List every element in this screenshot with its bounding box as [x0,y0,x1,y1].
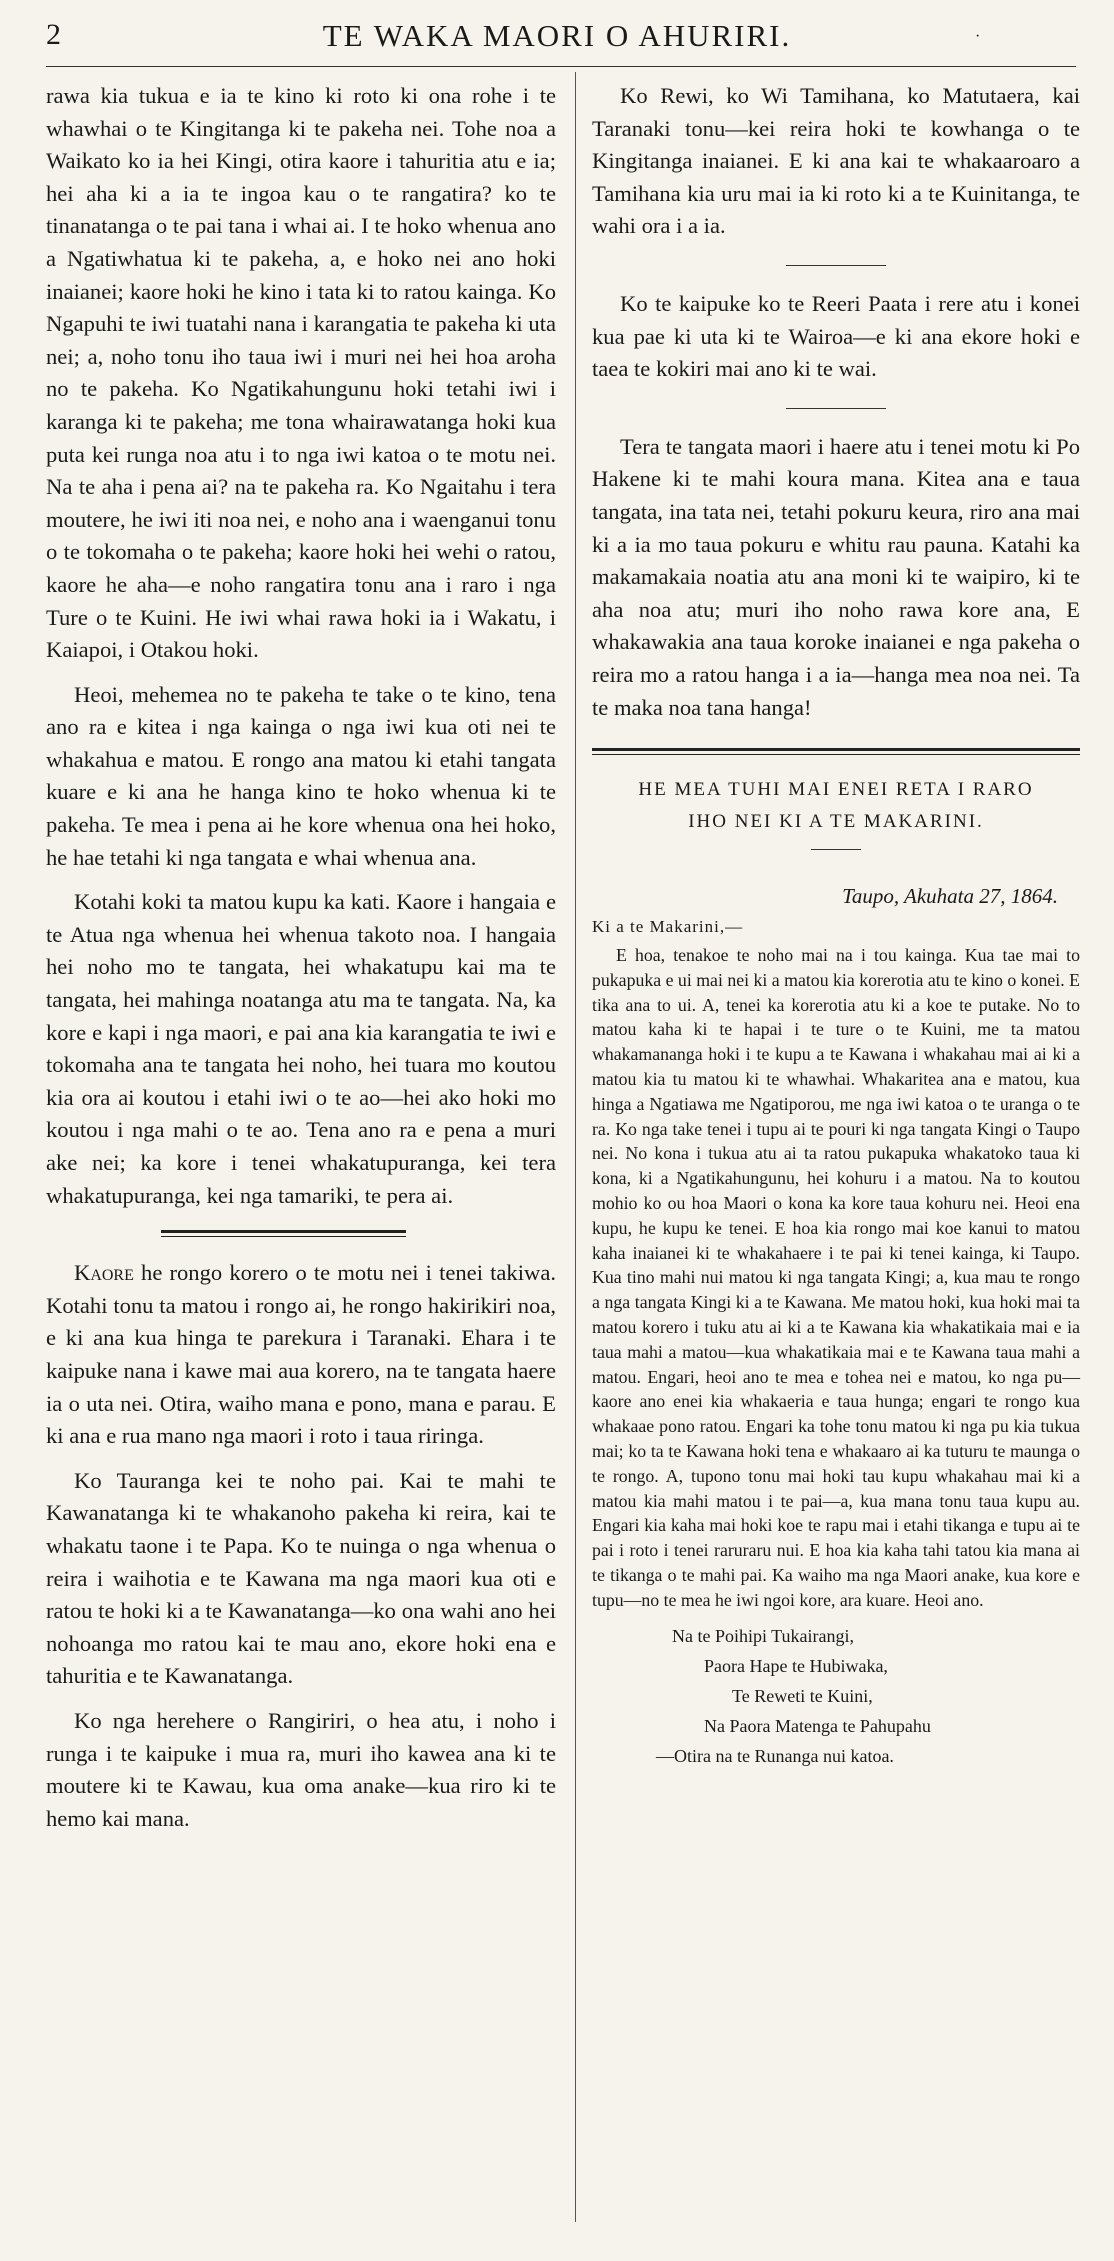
news-paragraph: Tera te tangata maori i haere atu i tenei motu ki Po Hakene ki te mahi koura mana. Kitea ana e taua tangata, ina tata nei, tetahi pokuru keura, riro ana mai ki a ia mo taua pokuru e whitu rau pauna. Katahi ka makamakaia noatia atu ana moni ki te waipiro, ki te aha noa atu; muri iho noho rawa kore ana, E whakawakia ana taua koroke inaianei e nga pakeha o reira mo a ratou hanga i a ia—hanga mea noa nei. Ta te maka noa tana hanga! [592,433,1080,720]
letter-date: Taupo, Akuhata 27, 1864. [842,884,1058,909]
short-divider [786,408,886,409]
news-paragraph: Ko te kaipuke ko te Reeri Paata i rere atu i konei kua pae ki uta ki te Wairoa—e ki ana ekore hoki e taea te kokiri mai ano ki te wai. [592,290,1080,382]
section-divider [592,748,1080,755]
editorial-paragraph: Heoi, mehemea no te pakeha te take o te kino, tena ano ra e kitea i nga kainga o nga iwi kua oti nei te whakahua e matou. E rongo ana matou ki etahi tangata kuare e ki ana he hanga kino te hoko whenua ki te pakeha. Te mea i pena ai he kore whenua ona hei hoko, he hae tetahi ki nga tangata e whai whenua ana. [46,681,556,870]
column-divider [575,72,576,2222]
letter-signatures [592,1621,1080,1771]
news-paragraph: Ko Rewi, ko Wi Tamihana, ko Matutaera, kai Taranaki tonu—kei reira hoki te kowhanga o te Kingitanga inaianei. E ki ana kai te whakaaroaro a Tamihana kia uru mai ia ki roto ki a te Kuinitanga, te wahi ora i a ia. [592,83,1080,239]
letter-paragraph: E hoa, tenakoe te noho mai na i tou kainga. Kua tae mai to pukapuka e ui mai nei ki a matou kia korerotia atu te kino o konei. E tika ana to ui. A, tenei ka korerotia atu ki a koe te putake. No to matou kaha ki te hapai i te ture o te Kuini, me ta matou whakamananga hoki i te kupu a te Kawana i whakahau mai ai ki a matou kia tu matou ki te whawhai. Whakaritea ana e matou, kua hinga a Ngatiawa me Ngatiporou, me nga iwi katoa o te uranga o te ra. Ko nga take tenei i tupu ai te pouri ki nga tangata Kingi o Taupo nei. No kona i tukua atu ai ta ratou pukapuka whakatoko taua ki kona, ki a Ngatikahungunu, hei kohuru i a matou. Na to koutou mohio ko ou hoa Maori o kona ka kore taua kohuru nei. Heoi ena kupu, he kupu ke tenei. E hoa kia rongo mai koe kanui to matou kaha inaianei ki te whakahaere i te pai ki tenei kainga, ki Taupo. Kua tino mahi nui matou ki nga tangata Kingi; a, kua mau te rongo a nga tangata Kingi ki a te Kawana. Me matou hoki, kua hoki mai ta matou korero i tuku atu ai ki a te Kawana kia whakatikaia mai e ia taua mahi a matou—kua whakatikaia mai e te Kawana taua mahi a matou. Engari, heoi ano te mea e tohea nei e matou, ko nga pu—kaore ano enei kia whakaeria e taua hunga; engari te rongo kua whakaae pono ratou. Engari ka tohe tonu matou ki nga pu kia tukua mai; ko ta te Kawana hoki tena e whakaaro ai ka tuturu te maunga o te rongo. A, tupono tonu mai hoki tau kupu whakahau mai ki a matou kia mahi matou i te pai—a, kua mana tonu taua kupu au. Engari kia kaha mai hoki koe te rapu mai i etahi tikanga e tupu ai te pai i roto i tenei raruraru nui. E hoa kia kaha tahi tatou kia mana ai te tikanga o te mahi pai. Ka waiho ma nga Maori anake, kua kore e tupu—no te mea he iwi ngoi kore, ara kuare. Heoi ano. [592,945,1080,1610]
left-column [46,80,556,1847]
short-divider [811,849,861,850]
news-paragraph [46,1257,556,1453]
news-paragraph: Ko Tauranga kei te noho pai. Kai te mahi te Kawanatanga ki te whakanoho pakeha ki reira, kai te whakatu taone i te Papa. Ko te nuinga o nga whenua o reira i waihotia e te Kawana ma nga maori kua oti e ratou te hoki ki a te Kawanatanga—ko ona wahi ano hei nohoanga mo ratou kai te mau ano, ekore hoki ena e tahuritia e te Kawanatanga. [46,1467,556,1689]
signature-line: —Otira na te Runanga nui katoa. [656,1745,894,1766]
short-divider [786,265,886,266]
ink-mark: · [975,28,981,45]
signature-line: Te Reweti te Kuini, [732,1685,873,1706]
letter-heading: IHO NEI KI A TE MAKARINI. [688,811,984,833]
editorial-paragraph: Kotahi koki ta matou kupu ka kati. Kaore i hangaia e te Atua nga whenua hei whenua takoto noa. I hangaia hei noho mo te tangata, hei whakatupu kai ma te tangata, hei mahinga noatanga atu ma te tangata. Na, ka kore e kapi i nga maori, e pai ana kia karangatia te iwi e tokomaha ana te tangata hei noho, hei tuara mo koutou kia ora ai koutou i etahi iwi o te ao—hei ako hoki mo koutou i nga mahi o te ao. Tena ano ra e pena a muri ake nei; ka kore i tenei whakatupuranga, kei tera whakatupuranga, kei nga tamariki, te pera ai. [46,889,556,1208]
section-divider [161,1230,406,1237]
news-paragraph: Ko nga herehere o Rangiriri, o hea atu, i noho i runga i te kaipuke i mua ra, muri iho kawea ana ki te moutere ki te Kawau, kua oma anake—kua riro ki te hemo kai mana. [46,1707,556,1831]
news-lead-word: Kaore [74,1260,134,1286]
signature-line: Na te Poihipi Tukairangi, [672,1625,855,1646]
letter-heading: HE MEA TUHI MAI ENEI RETA I RARO [638,779,1034,801]
news-text: he rongo korero o te motu nei i tenei takiwa. Kotahi tonu ta matou i rongo ai, he rongo hakirikiri noa, e ki ana kua hinga te parekura i Taranaki. Ehara i te kaipuke nana i kawe mai aua korero, na te tangata haere ia o uta nei. Otira, waiho mana e pono, mana e parau. E ki ana e rua mano nga maori i roto i taua riringa. [46,1260,556,1449]
right-column [592,80,1080,1771]
page-number: 2 [46,18,61,51]
letter-salutation: Ki a te Makarini,— [592,917,744,937]
masthead-title: TE WAKA MAORI O AHURIRI. [322,18,792,53]
editorial-paragraph: rawa kia tukua e ia te kino ki roto ki ona rohe i te whawhai o te Kingitanga ki te pakeha nei. Tohe noa a Waikato ko ia hei Kingi, otira kaore i tahuritia atu e ia; hei aha ki a ia te ingoa kau o te rangatira? ko te tinanatanga o te pai tana i whai ai. I te hoko whenua ano a Ngatiwhatua ki te pakeha, a, e hoko nei ano hoki inaianei; kaore hoki he kino i tata ki to ratou kainga. Ko Ngapuhi te iwi tuatahi nana i karangatia te pakeha ki uta nei; a, noho tonu iho taua iwi i muri nei hei hoa aroha no te pakeha. Ko Ngatikahungunu hoki tetahi iwi i karanga ki te pakeha; me tona whairawatanga hoki kua puta kei runga noa atu i to nga iwi katoa o te motu nei. Na te aha i pena ai? na te pakeha ra. Ko Ngaitahu i tera moutere, he iwi iti noa nei, e noho ana i waenganui tonu o te tokomaha o te pakeha; kaore hoki hei wehi o ratou, kaore he aha—e noho rangatira tonu ana i raro i nga Ture o te Kuini. He iwi whai rawa hoki ia i Wakatu, i Kaiapoi, i Otakou hoki. [46,83,556,663]
letter-body [592,943,1080,1613]
header-rule [46,66,1076,67]
signature-line: Paora Hape te Hubiwaka, [704,1655,888,1676]
signature-line: Na Paora Matenga te Pahupahu [704,1715,931,1736]
